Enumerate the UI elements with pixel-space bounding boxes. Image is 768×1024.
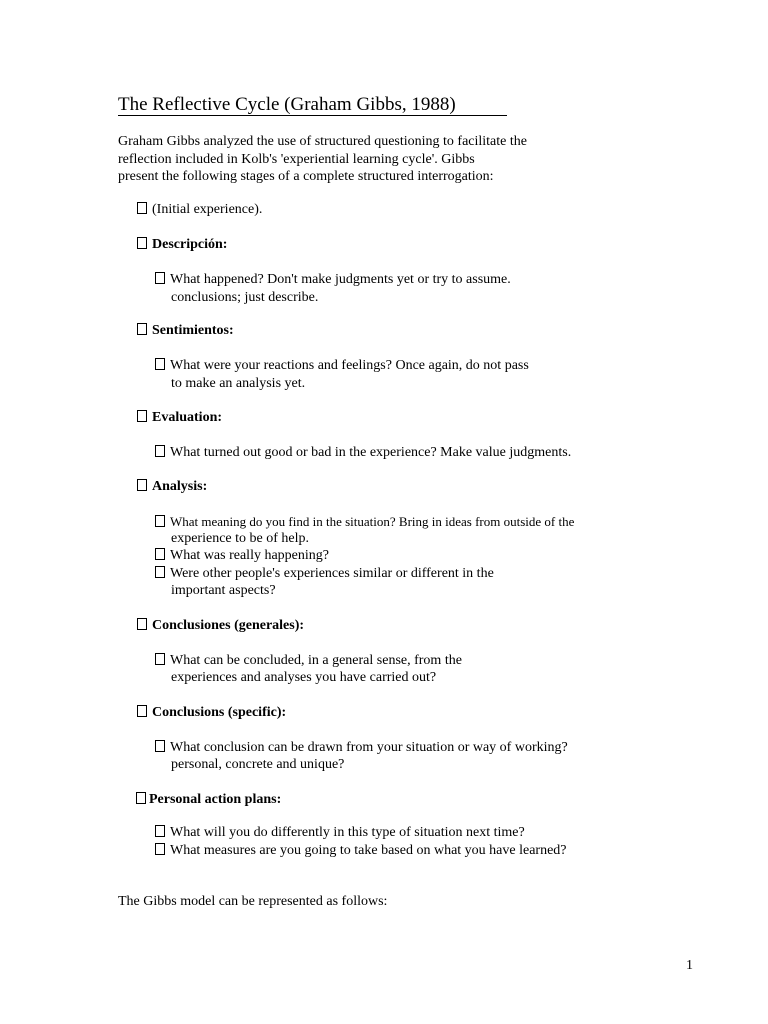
stage-evaluation (137, 409, 222, 427)
question-item (155, 565, 494, 583)
question-item (155, 824, 525, 842)
question-text: What happened? Don't make judgments yet or try to assume. (170, 272, 511, 287)
bullet-box-icon (155, 825, 165, 837)
intro-line: reflection included in Kolb's 'experiential learning cycle'. Gibbs (118, 151, 475, 167)
bullet-box-icon (137, 479, 147, 491)
closing-sentence: The Gibbs model can be represented as follows: (118, 894, 388, 909)
question-text: What meaning do you find in the situation? Bring in ideas from outside of the (170, 514, 575, 529)
stage-heading: Analysis: (152, 479, 208, 494)
question-text: What conclusion can be drawn from your situation or way of working? (170, 740, 568, 755)
intro-paragraph (118, 133, 678, 186)
bullet-box-icon (137, 410, 147, 422)
question-continuation: conclusions; just describe. (171, 290, 319, 305)
intro-line: present the following stages of a complete structured interrogation: (118, 169, 494, 184)
bullet-box-icon (155, 358, 165, 370)
bullet-box-icon (136, 792, 146, 804)
question-continuation: to make an analysis yet. (171, 376, 306, 391)
stage-heading: Personal action plans: (149, 792, 282, 807)
question-text: What can be concluded, in a general sense, from the (170, 653, 462, 668)
question-text: What will you do differently in this type of situation next time? (170, 825, 525, 840)
stage-heading: Conclusiones (generales): (152, 618, 305, 633)
title-underline (118, 115, 507, 116)
stage-analysis (137, 478, 207, 496)
page-title: The Reflective Cycle (Graham Gibbs, 1988) (118, 94, 456, 115)
question-text: What were your reactions and feelings? Once again, do not pass (170, 358, 529, 373)
bullet-box-icon (137, 618, 147, 630)
question-continuation: experiences and analyses you have carried out? (171, 670, 437, 685)
bullet-box-icon (137, 323, 147, 335)
bullet-box-icon (155, 653, 165, 665)
bullet-box-icon (155, 548, 165, 560)
question-text: Were other people's experiences similar or different in the (170, 566, 494, 581)
bullet-box-icon (137, 237, 147, 249)
bullet-box-icon (155, 272, 165, 284)
question-item (155, 357, 529, 375)
question-item (155, 652, 462, 670)
stage-personal-action-plans (136, 791, 281, 809)
bullet-box-icon (155, 566, 165, 578)
question-continuation: personal, concrete and unique? (171, 757, 345, 772)
question-item (155, 513, 574, 531)
bullet-box-icon (155, 740, 165, 752)
question-item (155, 444, 571, 462)
stage-heading: Evaluation: (152, 410, 223, 425)
question-text: What was really happening? (170, 548, 329, 563)
stage-specific-conclusions (137, 704, 286, 722)
stage-feelings (137, 322, 234, 340)
stage-heading: Descripción: (152, 237, 228, 252)
stage-text: (Initial experience). (152, 202, 263, 217)
bullet-box-icon (155, 515, 165, 527)
question-continuation: important aspects? (171, 583, 276, 598)
stage-initial-experience (137, 201, 262, 219)
stage-heading: Sentimientos: (152, 323, 234, 338)
stage-general-conclusions (137, 617, 304, 635)
question-item (155, 739, 568, 757)
question-text: What turned out good or bad in the experience? Make value judgments. (170, 445, 572, 460)
bullet-box-icon (155, 843, 165, 855)
stage-heading: Conclusions (specific): (152, 705, 287, 720)
question-item (155, 547, 329, 565)
question-item (155, 842, 567, 860)
bullet-box-icon (137, 202, 147, 214)
page-number: 1 (686, 958, 693, 973)
question-text: What measures are you going to take based on what you have learned? (170, 843, 567, 858)
bullet-box-icon (155, 445, 165, 457)
intro-line: Graham Gibbs analyzed the use of structured questioning to facilitate the (118, 134, 527, 149)
bullet-box-icon (137, 705, 147, 717)
stage-description (137, 236, 227, 254)
question-continuation: experience to be of help. (171, 531, 309, 546)
question-item (155, 271, 511, 289)
